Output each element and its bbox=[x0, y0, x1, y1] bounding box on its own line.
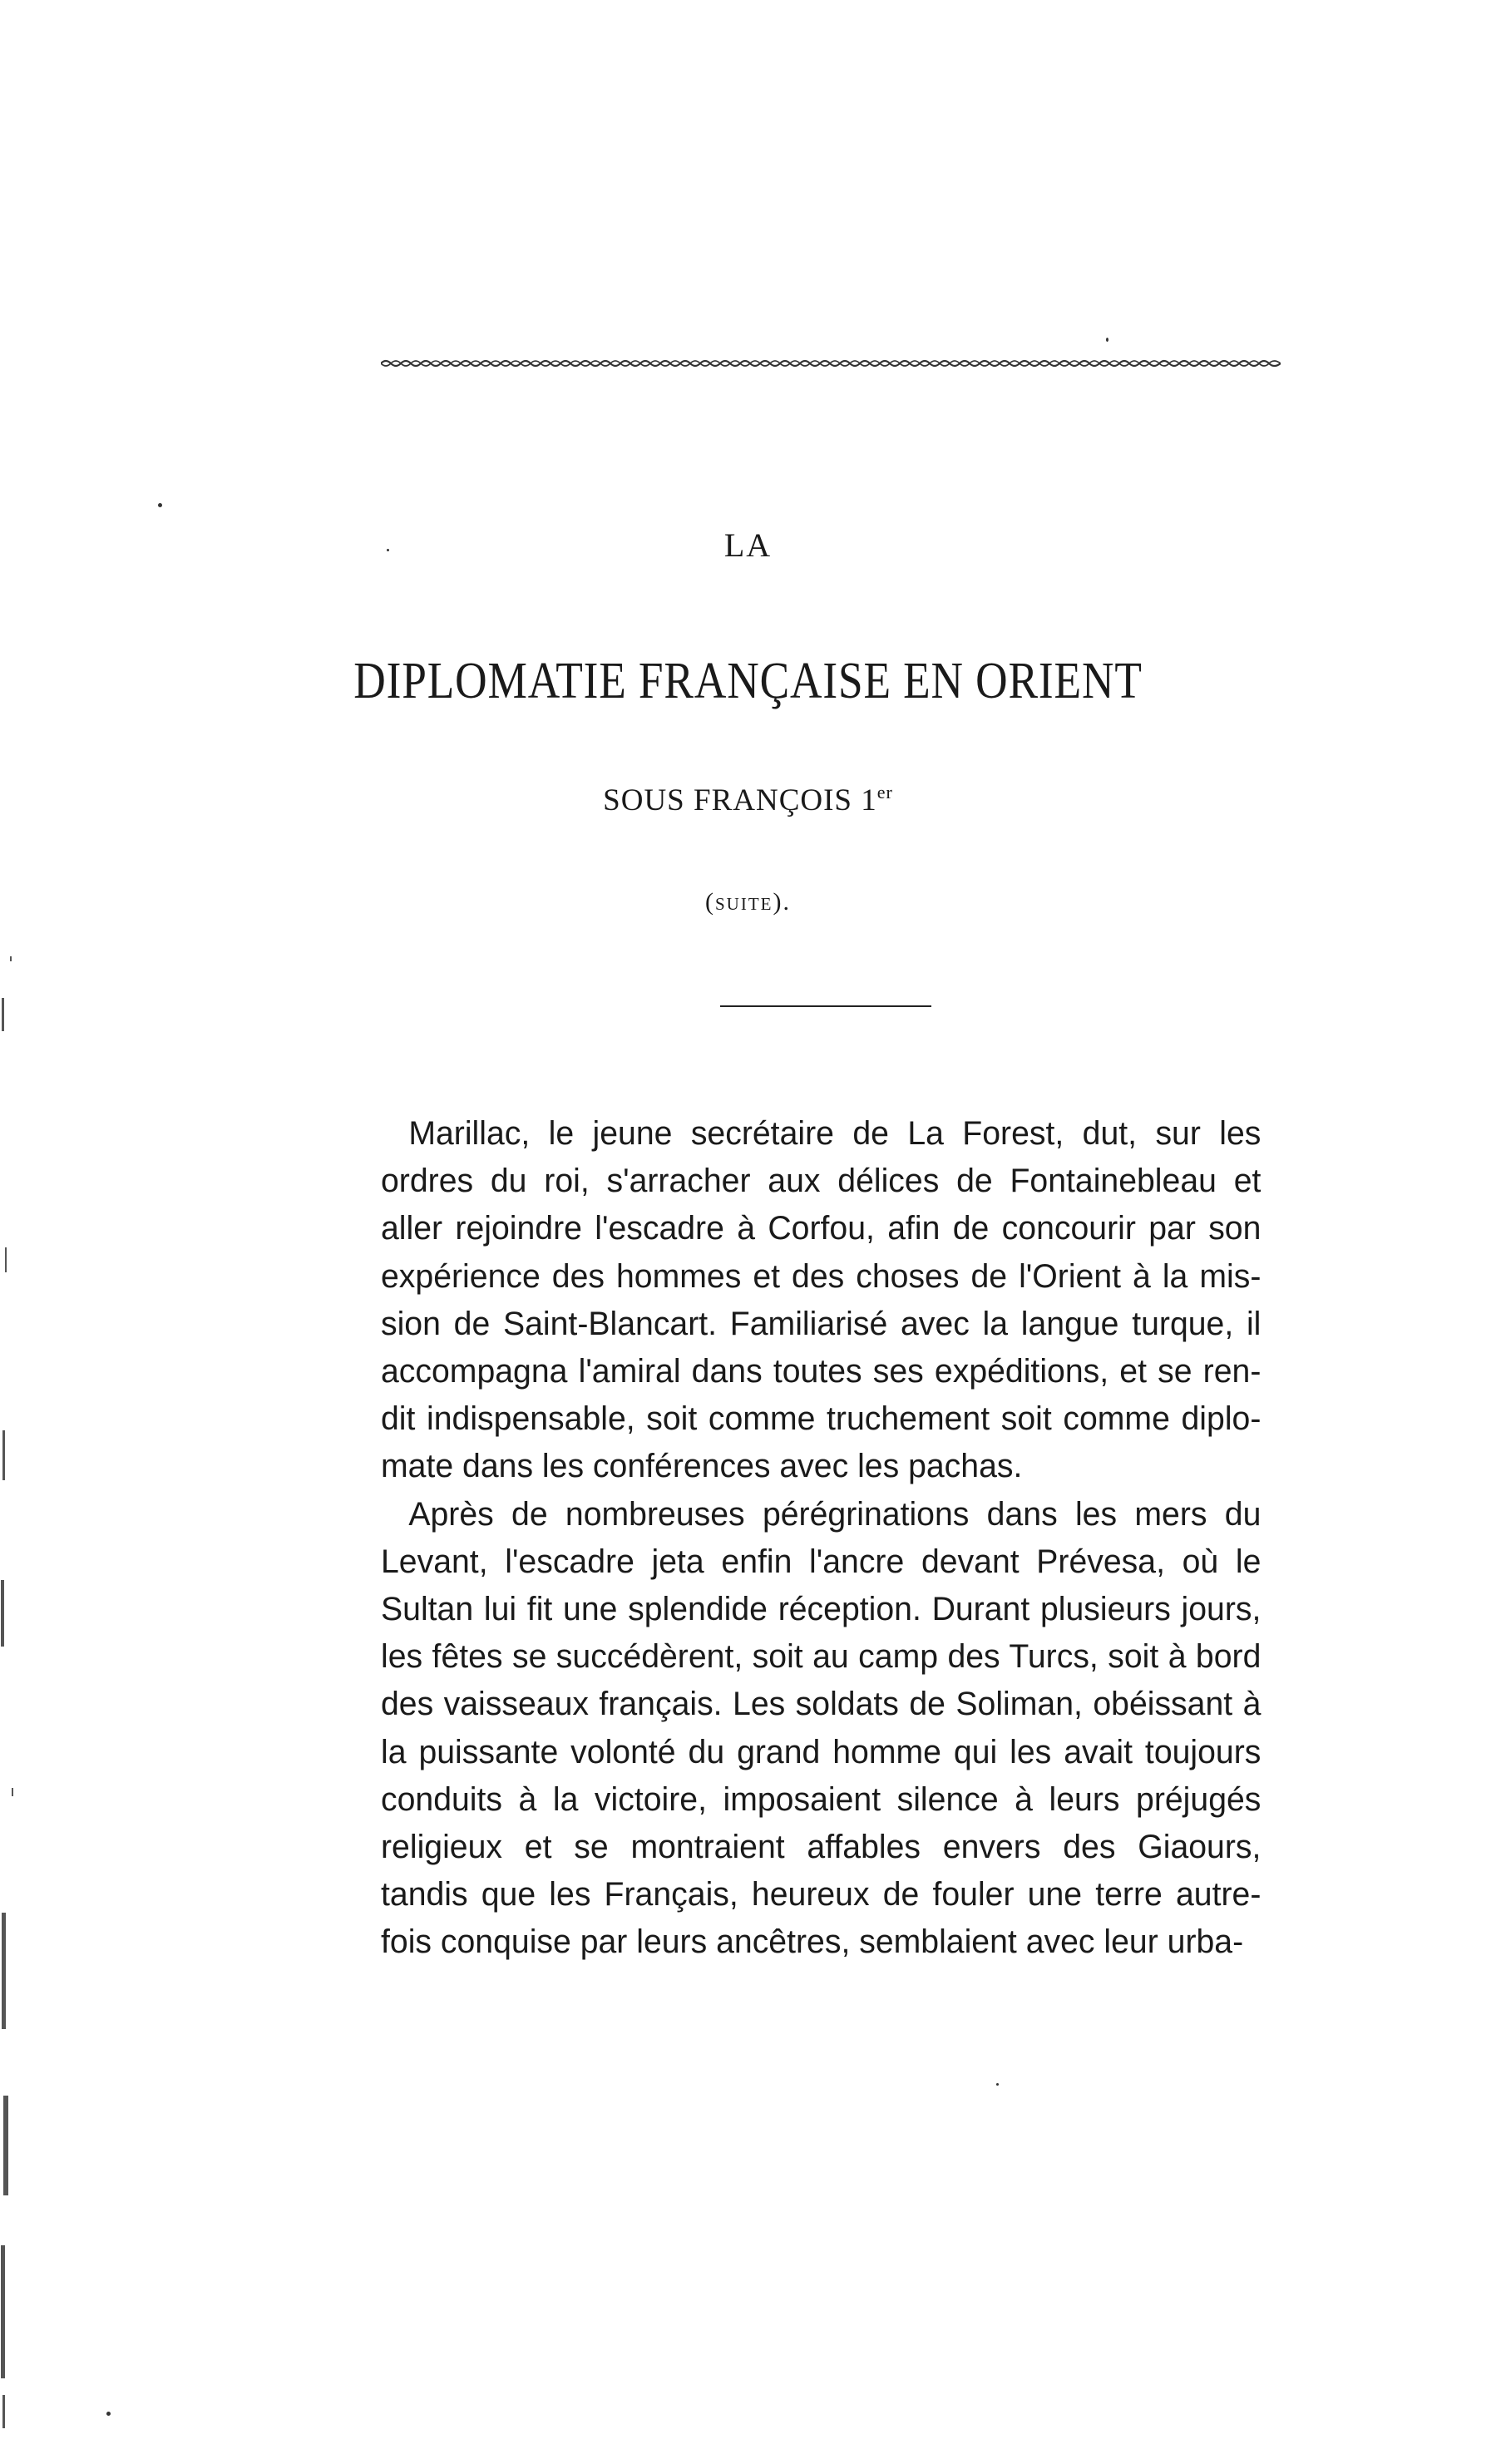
section-rule bbox=[720, 1005, 931, 1007]
body-text bbox=[381, 1110, 1261, 1967]
scan-speck bbox=[106, 2412, 111, 2416]
scan-edge-noise bbox=[0, 0, 33, 2464]
page-title: DIPLOMATIE FRANÇAISE EN ORIENT bbox=[353, 653, 1143, 709]
scan-speck bbox=[1106, 338, 1108, 342]
paragraph: Marillac, le jeune secrétaire de La Forest, dut, sur les ordres du roi, s'arracher aux délices de Fontainebleau et aller rejoindre l'escadre à Corfou, afin de concourir par son expérience des hommes et des choses de l'Orient à la mission de Saint-Blancart. Familiarisé avec la langue turque, il accompagna l'amiral dans toutes ses expéditions, et se rendit indispensable, soit comme truchement soit comme diplomate dans les conférences avec les pachas. bbox=[381, 1115, 1261, 1485]
subtitle-ordinal: er bbox=[876, 782, 893, 802]
paragraph: Après de nombreuses pérégrinations dans les mers du Levant, l'escadre jeta enfin l'ancre devant Prévesa, où le Sultan lui fit une splendide réception. Durant plusieurs jours, les fêtes se succédèrent, soit au camp des Turcs, soit à bord des vaisseaux français. Les soldats de Soliman, obéissant à la puissante volonté du grand homme qui les avait toujours conduits à la victoire, imposaient silence à leurs préjugés religieux et se montraient affables envers des Giaours, tandis que les Français, heureux de fouler une terre autrefois conquise par leurs ancêtres, semblaient avec leur urba- bbox=[381, 1495, 1261, 1961]
ornamental-rule bbox=[381, 358, 1281, 369]
scan-speck bbox=[387, 549, 389, 551]
kicker-la: LA bbox=[723, 526, 773, 564]
scan-speck bbox=[158, 503, 162, 507]
scan-speck bbox=[996, 2083, 999, 2086]
suite-label: (suite). bbox=[705, 888, 791, 916]
subtitle-text: SOUS FRANÇOIS 1 bbox=[603, 783, 877, 817]
subtitle bbox=[0, 782, 1496, 818]
